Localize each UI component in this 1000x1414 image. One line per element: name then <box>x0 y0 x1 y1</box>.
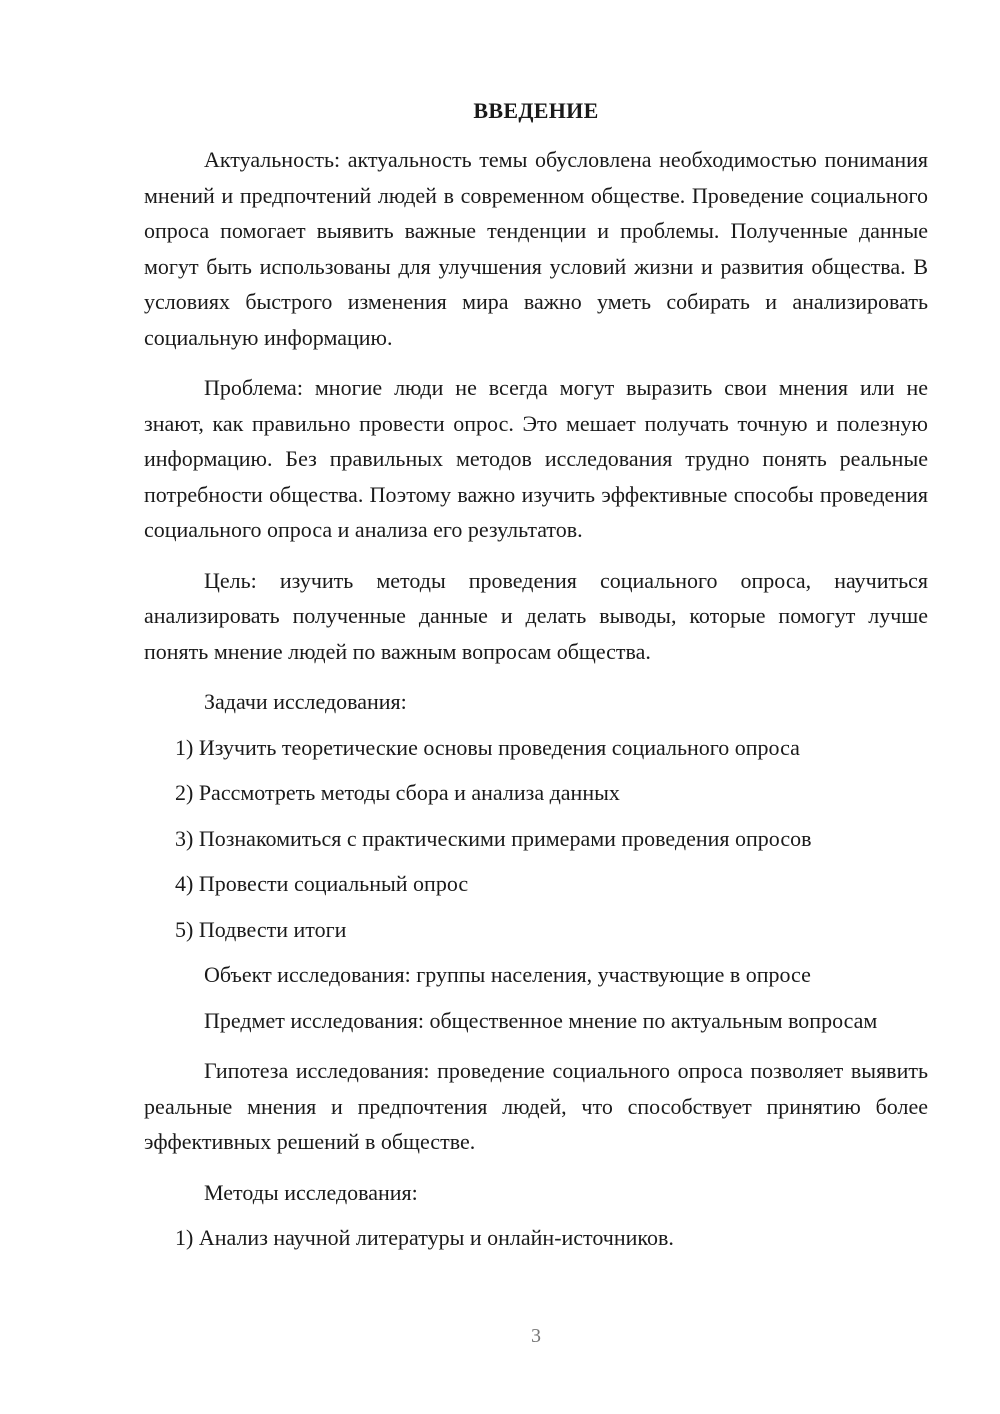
object-line: Объект исследования: группы населения, участвующие в опросе <box>204 962 811 987</box>
task-item: 4) Провести социальный опрос <box>175 871 469 896</box>
hypothesis-paragraph: Гипотеза исследования: проведение социального опроса позволяет выявить реальные мнения и предпочтения людей, что способствует принятию более эффективных решений в обществе. <box>144 1058 928 1154</box>
document-page <box>144 93 928 1266</box>
task-item: 2) Рассмотреть методы сбора и анализа данных <box>175 780 620 805</box>
task-item: 3) Познакомиться с практическими примерами проведения опросов <box>175 825 812 851</box>
problem-paragraph: Проблема: многие люди не всегда могут выразить свои мнения или не знают, как правильно провести опрос. Это мешает получать точную и полезную информацию. Без правильных методов исследования трудно понять реальные потребности общества. Поэтому важно изучить эффективные способы проведения социального опроса и анализа его результатов. <box>144 375 928 542</box>
page-number: 3 <box>531 1325 541 1347</box>
subject-paragraph: Предмет исследования: общественное мнение по актуальным вопросам <box>204 1007 878 1033</box>
task-item: 5) Подвести итоги <box>175 916 347 942</box>
methods-heading: Методы исследования: <box>204 1179 418 1205</box>
section-heading: ВВЕДЕНИЕ <box>473 98 599 123</box>
tasks-list <box>144 730 928 948</box>
methods-list <box>144 1220 928 1256</box>
goal-paragraph: Цель: изучить методы проведения социального опроса, научиться анализировать полученные данные и делать выводы, которые помогут лучше понять мнение людей по важным вопросам общества. <box>144 567 928 664</box>
method-item: 1) Анализ научной литературы и онлайн-источников. <box>175 1225 674 1250</box>
tasks-heading: Задачи исследования: <box>204 689 407 714</box>
relevance-paragraph: Актуальность: актуальность темы обусловлена необходимостью понимания мнений и предпочтений людей в современном обществе. Проведение социального опроса помогает выявить важные тенденции и проблемы. Полученные данные могут быть использованы для улучшения условий жизни и развития общества. В условиях быстрого изменения мира важно уметь собирать и анализировать социальную информацию. <box>144 147 928 350</box>
task-item: 1) Изучить теоретические основы проведения социального опроса <box>175 734 800 760</box>
